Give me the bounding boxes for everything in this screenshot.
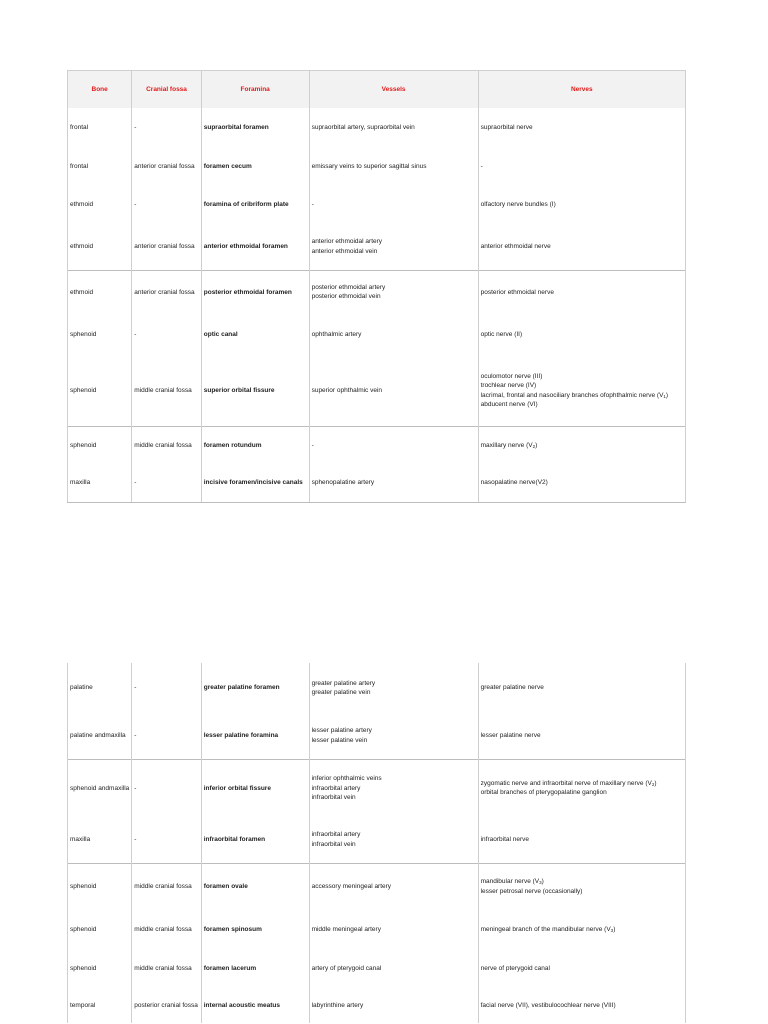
- cell-nerves-line: nasopalatine nerve(V2): [480, 479, 548, 486]
- cell-bone: sphenoid andmaxilla: [68, 759, 132, 817]
- cell-vessels-line: inferior ophthalmic veins: [311, 775, 382, 782]
- cell-vessels: [309, 910, 478, 950]
- cell-vessels: [309, 713, 478, 759]
- table-row: [68, 356, 686, 426]
- cell-vessels: [309, 314, 478, 356]
- table-row: [68, 817, 686, 863]
- cell-cranial-fossa: middle cranial fossa: [132, 426, 201, 464]
- cell-nerves: [478, 148, 685, 186]
- cell-vessels-line: infraorbital vein: [311, 794, 356, 801]
- cell-cranial-fossa: -: [132, 817, 201, 863]
- cell-nerves-line: infraorbital nerve: [480, 836, 530, 843]
- cell-vessels: [309, 663, 478, 713]
- cell-nerves: [478, 759, 685, 817]
- cell-foramina: anterior ethmoidal foramen: [201, 224, 309, 270]
- cell-vessels-line: anterior ethmoidal artery: [311, 238, 383, 246]
- cell-bone: palatine: [68, 663, 132, 713]
- cell-foramina: greater palatine foramen: [201, 663, 309, 713]
- header-bone: Bone: [68, 71, 132, 109]
- cell-foramina: optic canal: [201, 314, 309, 356]
- cell-foramina: foramen cecum: [201, 148, 309, 186]
- cell-cranial-fossa: -: [132, 713, 201, 759]
- cell-cranial-fossa: posterior cranial fossa: [132, 988, 201, 1023]
- cell-nerves-line: nerve of pterygoid canal: [480, 965, 550, 973]
- cell-vessels: [309, 817, 478, 863]
- cell-bone: ethmoid: [68, 224, 132, 270]
- cell-bone: sphenoid: [68, 314, 132, 356]
- cell-vessels-line: anterior ethmoidal vein: [311, 247, 378, 255]
- cell-foramina: foramen ovale: [201, 863, 309, 910]
- cell-nerves-line: mandibular nerve $(V_3)$: [480, 878, 544, 886]
- cell-nerves-line: orbital branches of pterygopalatine ganglion: [480, 789, 607, 797]
- cell-vessels: [309, 186, 478, 224]
- table-row: [68, 224, 686, 270]
- cell-foramina: inferior orbital fissure: [201, 759, 309, 817]
- cell-vessels-line: middle meningeal artery: [311, 926, 381, 934]
- cell-cranial-fossa: -: [132, 759, 201, 817]
- cell-vessels: [309, 950, 478, 988]
- cell-vessels-line: sphenopalatine artery: [311, 479, 375, 486]
- cell-foramina: lesser palatine foramina: [201, 713, 309, 759]
- table-row: [68, 270, 686, 314]
- cell-nerves-line: abducent nerve (VI): [480, 401, 538, 409]
- cell-vessels: [309, 988, 478, 1023]
- cell-bone: palatine andmaxilla: [68, 713, 132, 759]
- cell-nerves-line: lacrimal, frontal and nasociliary branches ofophthalmic nerve $(V_1)$: [480, 391, 669, 399]
- header-cranial-fossa: Cranial fossa: [132, 71, 201, 109]
- cell-vessels-line: -: [311, 201, 314, 209]
- cell-vessels-line: lesser palatine vein: [311, 736, 368, 744]
- cell-bone: sphenoid: [68, 910, 132, 950]
- cell-nerves-line: trochlear nerve (IV): [480, 382, 537, 390]
- cell-cranial-fossa: -: [132, 663, 201, 713]
- cell-vessels: [309, 759, 478, 817]
- cell-nerves-line: maxillary nerve $(V_2)$: [480, 441, 538, 449]
- cell-cranial-fossa: middle cranial fossa: [132, 356, 201, 426]
- cell-vessels-line: supraorbital artery, supraorbital vein: [311, 124, 415, 132]
- cell-vessels-line: lesser palatine artery: [311, 727, 372, 735]
- cell-nerves-line: posterior ethmoidal nerve: [480, 288, 554, 296]
- cell-vessels-line: posterior ethmoidal vein: [311, 293, 381, 301]
- cell-nerves-line: lesser palatine nerve: [480, 732, 541, 739]
- cell-cranial-fossa: anterior cranial fossa: [132, 148, 201, 186]
- cell-nerves-line: zygomatic nerve and infraorbital nerve of maxillary nerve $(V_2)$: [480, 779, 657, 787]
- cell-nerves-line: meningeal branch of the mandibular nerve $(V_3)$: [480, 926, 616, 934]
- cell-nerves: [478, 108, 685, 148]
- cell-nerves: [478, 186, 685, 224]
- cell-nerves: [478, 270, 685, 314]
- cell-cranial-fossa: -: [132, 464, 201, 502]
- cell-nerves-line: optic nerve (II): [480, 331, 523, 339]
- cell-nerves: [478, 663, 685, 713]
- cell-nerves: [478, 426, 685, 464]
- cell-cranial-fossa: -: [132, 108, 201, 148]
- cell-bone: frontal: [68, 108, 132, 148]
- cell-vessels-line: accessory meningeal artery: [311, 883, 392, 890]
- cell-vessels-line: labyrinthine artery: [311, 1001, 364, 1009]
- table-row: [68, 910, 686, 950]
- cell-vessels-line: greater palatine artery: [311, 679, 376, 687]
- cell-bone: ethmoid: [68, 186, 132, 224]
- cell-nerves-line: olfactory nerve bundles (I): [480, 201, 556, 209]
- cell-vessels: [309, 108, 478, 148]
- table-row: [68, 426, 686, 464]
- cell-bone: sphenoid: [68, 356, 132, 426]
- cell-foramina: infraorbital foramen: [201, 817, 309, 863]
- table-row: [68, 863, 686, 910]
- cell-cranial-fossa: anterior cranial fossa: [132, 224, 201, 270]
- cell-nerves-line: oculomotor nerve (III): [480, 372, 543, 380]
- cell-vessels-line: greater palatine vein: [311, 689, 371, 696]
- cell-nerves-line: facial nerve (VII), vestibulocochlear nerve (VIII): [480, 1001, 616, 1009]
- cell-vessels-line: artery of pterygoid canal: [311, 965, 382, 973]
- header-nerves: Nerves: [478, 71, 685, 109]
- cell-vessels: [309, 863, 478, 910]
- cell-nerves-line: supraorbital nerve: [480, 124, 533, 132]
- table-row: [68, 314, 686, 356]
- table-row: [68, 108, 686, 148]
- cell-nerves: [478, 950, 685, 988]
- table-row: [68, 759, 686, 817]
- table-row: [68, 186, 686, 224]
- cell-vessels: [309, 464, 478, 502]
- cell-nerves: [478, 988, 685, 1023]
- table-header-row: [68, 71, 686, 109]
- cell-bone: ethmoid: [68, 270, 132, 314]
- cell-cranial-fossa: middle cranial fossa: [132, 863, 201, 910]
- cell-cranial-fossa: middle cranial fossa: [132, 950, 201, 988]
- cell-foramina: superior orbital fissure: [201, 356, 309, 426]
- cell-vessels-line: superior ophthalmic vein: [311, 387, 383, 394]
- cell-bone: sphenoid: [68, 863, 132, 910]
- cell-nerves: [478, 356, 685, 426]
- cell-bone: sphenoid: [68, 426, 132, 464]
- cell-vessels-line: posterior ethmoidal artery: [311, 283, 386, 291]
- cell-vessels: [309, 270, 478, 314]
- cell-nerves: [478, 863, 685, 910]
- cell-foramina: foramen rotundum: [201, 426, 309, 464]
- cell-foramina: incisive foramen/incisive canals: [201, 464, 309, 502]
- cell-foramina: foramen spinosum: [201, 910, 309, 950]
- cell-bone: sphenoid: [68, 950, 132, 988]
- cell-bone: temporal: [68, 988, 132, 1023]
- cell-nerves-line: anterior ethmoidal nerve: [480, 243, 551, 250]
- cell-vessels-line: infraorbital artery: [311, 831, 361, 839]
- cell-nerves-line: -: [480, 163, 483, 171]
- cell-nerves: [478, 817, 685, 863]
- cell-vessels-line: -: [311, 441, 314, 449]
- cell-foramina: posterior ethmoidal foramen: [201, 270, 309, 314]
- table-row: [68, 464, 686, 502]
- cell-bone: maxilla: [68, 817, 132, 863]
- cell-vessels-line: emissary veins to superior sagittal sinus: [311, 163, 427, 171]
- cell-vessels-line: infraorbital artery: [311, 784, 361, 792]
- table-row: [68, 988, 686, 1023]
- cell-vessels: [309, 224, 478, 270]
- cell-nerves: [478, 713, 685, 759]
- cell-vessels-line: infraorbital vein: [311, 840, 356, 848]
- cell-nerves: [478, 224, 685, 270]
- cell-nerves-line: greater palatine nerve: [480, 684, 544, 692]
- cell-foramina: supraorbital foramen: [201, 108, 309, 148]
- table-row: [68, 663, 686, 713]
- cell-vessels: [309, 148, 478, 186]
- cell-nerves-line: lesser petrosal nerve (occasionally): [480, 887, 583, 895]
- cell-foramina: foramen lacerum: [201, 950, 309, 988]
- cell-foramina: foramina of cribriform plate: [201, 186, 309, 224]
- cell-bone: maxilla: [68, 464, 132, 502]
- cell-cranial-fossa: -: [132, 186, 201, 224]
- cell-foramina: internal acoustic meatus: [201, 988, 309, 1023]
- foramina-table-1: [67, 70, 686, 503]
- cell-nerves: [478, 910, 685, 950]
- cell-nerves: [478, 464, 685, 502]
- foramina-table-2: [67, 663, 686, 1023]
- cell-bone: frontal: [68, 148, 132, 186]
- cell-vessels-line: ophthalmic artery: [311, 331, 362, 339]
- header-foramina: Foramina: [201, 71, 309, 109]
- cell-nerves: [478, 314, 685, 356]
- table-row: [68, 950, 686, 988]
- cell-cranial-fossa: anterior cranial fossa: [132, 270, 201, 314]
- table-row: [68, 713, 686, 759]
- cell-vessels: [309, 426, 478, 464]
- header-vessels: Vessels: [309, 71, 478, 109]
- cell-cranial-fossa: middle cranial fossa: [132, 910, 201, 950]
- table-row: [68, 148, 686, 186]
- cell-vessels: [309, 356, 478, 426]
- cell-cranial-fossa: -: [132, 314, 201, 356]
